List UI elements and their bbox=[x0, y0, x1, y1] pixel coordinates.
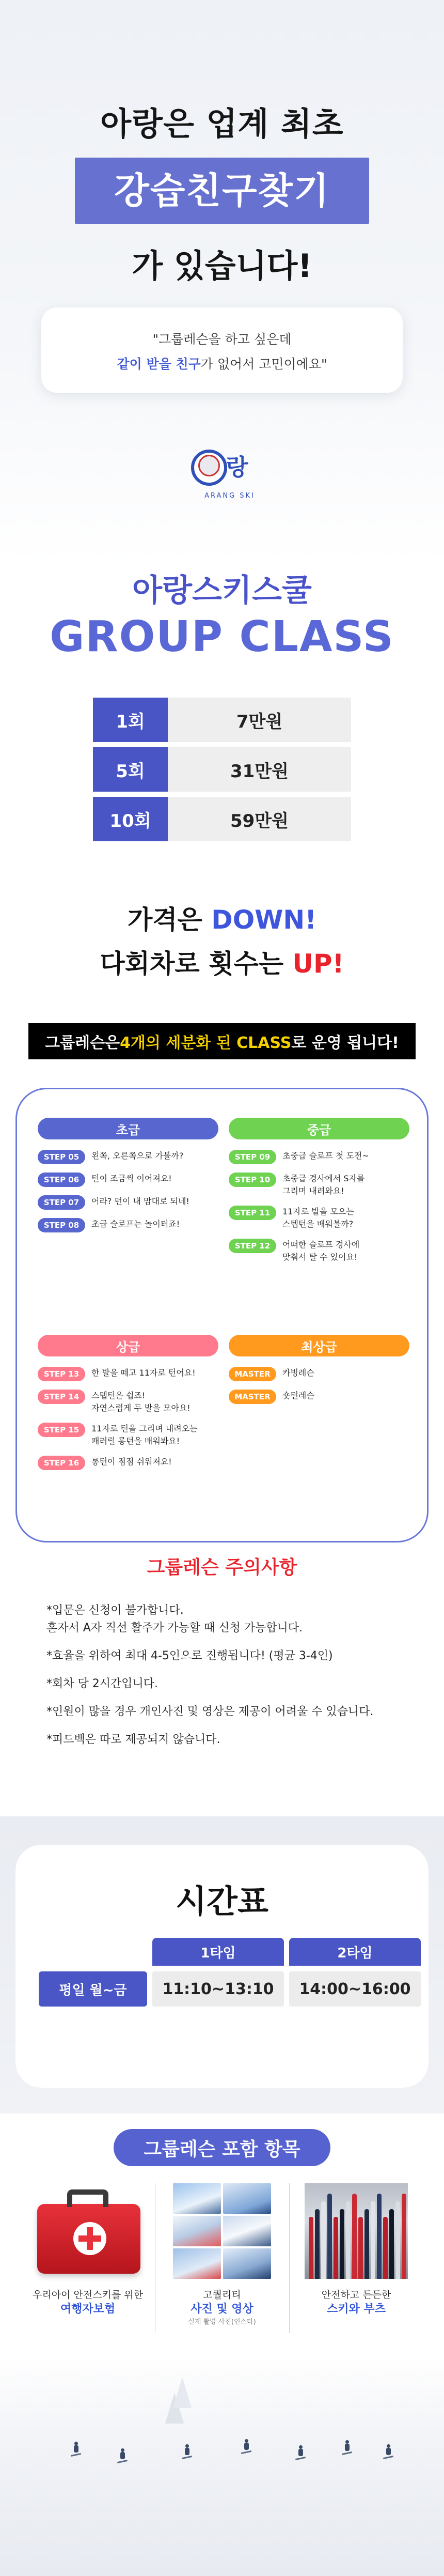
tree-icon bbox=[173, 2377, 192, 2408]
ski bbox=[389, 2209, 394, 2279]
includes-title: 그룹레슨 포함 항목 bbox=[114, 2129, 330, 2166]
ski-rack-image bbox=[299, 2183, 413, 2279]
include-line-1: 안전하고 든든한 bbox=[321, 2289, 391, 2301]
medical-cross-icon bbox=[73, 2222, 106, 2255]
first-aid-kit-icon bbox=[31, 2183, 145, 2279]
quote-line-1: "그룹레슨을 하고 싶은데 bbox=[152, 332, 292, 347]
hero-section bbox=[0, 0, 444, 563]
logo-subtext: ARANG SKI bbox=[204, 492, 255, 500]
skier-icon bbox=[385, 2444, 392, 2460]
price-row bbox=[93, 797, 351, 841]
level-step bbox=[38, 1423, 218, 1447]
level-step bbox=[229, 1239, 409, 1263]
level-box bbox=[15, 1088, 429, 1542]
step-tag: MASTER bbox=[229, 1367, 276, 1381]
lesson-photo bbox=[223, 2183, 271, 2214]
promo-line-1 bbox=[0, 899, 444, 936]
notice-item: *효율을 위하여 최대 4-5인으로 진행됩니다! (평균 3-4인) bbox=[46, 1649, 333, 1662]
level-advanced bbox=[38, 1335, 218, 1478]
schedule-time-1: 11:10~13:10 bbox=[152, 1971, 284, 2007]
level-title: 초급 bbox=[38, 1118, 218, 1139]
schedule-time-2: 14:00~16:00 bbox=[289, 1971, 421, 2007]
level-step bbox=[38, 1218, 218, 1232]
include-line-2: 여행자보험 bbox=[60, 2303, 116, 2316]
lesson-photo bbox=[223, 2248, 271, 2279]
notice-item: *인원이 많을 경우 개인사진 및 영상은 제공이 어려울 수 있습니다. bbox=[46, 1705, 374, 1718]
promo-prefix-1: 가격은 bbox=[127, 905, 212, 935]
ski bbox=[327, 2194, 332, 2279]
photo-collage bbox=[165, 2183, 279, 2279]
include-photos bbox=[155, 2183, 289, 2327]
ski bbox=[383, 2217, 388, 2279]
price-value: 59만원 bbox=[168, 797, 351, 841]
ski bbox=[321, 2201, 326, 2279]
kit-body bbox=[37, 2204, 140, 2274]
ski bbox=[377, 2194, 382, 2279]
level-intermediate bbox=[229, 1118, 409, 1272]
banner-suffix: 로 운영 됩니다! bbox=[291, 1034, 399, 1052]
step-tag: STEP 16 bbox=[38, 1456, 85, 1470]
ski bbox=[340, 2209, 344, 2279]
level-step bbox=[229, 1150, 409, 1164]
price-value: 31만원 bbox=[168, 747, 351, 792]
step-text: 스텝턴은 쉽죠! 자연스럽게 두 발을 모아요! bbox=[91, 1391, 191, 1413]
notice-title: 그룹레슨 주의사항 bbox=[147, 1557, 297, 1578]
level-step bbox=[38, 1195, 218, 1210]
banner-prefix: 그룹레슨은 bbox=[45, 1034, 120, 1052]
ski bbox=[352, 2194, 357, 2279]
level-step bbox=[38, 1390, 218, 1414]
snow-scene bbox=[0, 2356, 444, 2576]
step-text: 어떠한 슬로프 경사에 맞춰서 탈 수 있어요! bbox=[282, 1240, 360, 1262]
schedule-card bbox=[15, 1845, 429, 2088]
step-tag: STEP 15 bbox=[38, 1423, 85, 1437]
promo-line-2 bbox=[0, 943, 444, 980]
step-text: 11자로 턴을 그리며 내려오는 패러럴 롱턴을 배워봐요! bbox=[91, 1424, 198, 1446]
lesson-photo bbox=[173, 2183, 221, 2214]
ski bbox=[364, 2209, 369, 2279]
promo-prefix-2: 다회차로 횟수는 bbox=[100, 949, 293, 979]
step-text: 왼쪽, 오른쪽으로 가볼까? bbox=[91, 1151, 184, 1161]
lesson-photo bbox=[223, 2216, 271, 2246]
ski bbox=[315, 2209, 320, 2279]
quote-card bbox=[41, 307, 403, 393]
promo-down: DOWN! bbox=[211, 905, 317, 935]
schedule-section bbox=[0, 1816, 444, 2114]
step-tag: STEP 13 bbox=[38, 1367, 85, 1381]
ski bbox=[402, 2194, 406, 2279]
class-banner bbox=[28, 1023, 416, 1059]
notice-list bbox=[46, 1602, 408, 1759]
step-text: 숏턴레슨 bbox=[282, 1391, 314, 1400]
include-line-2: 사진 및 영상 bbox=[191, 2303, 253, 2316]
ski bbox=[334, 2217, 338, 2279]
include-gear bbox=[289, 2183, 423, 2317]
level-step bbox=[38, 1367, 218, 1381]
level-expert bbox=[229, 1335, 409, 1412]
schedule-title: 시간표 bbox=[176, 1883, 268, 1920]
notice-item: *피드백은 따로 제공되지 않습니다. bbox=[46, 1733, 220, 1746]
level-title: 최상급 bbox=[229, 1335, 409, 1356]
schedule-day: 평일 월~금 bbox=[39, 1971, 147, 2007]
notice-item: *입문은 신청이 불가합니다. 혼자서 A자 직선 활주가 가능할 때 신청 가능합니다. bbox=[46, 1604, 303, 1634]
level-step bbox=[38, 1456, 218, 1470]
level-title: 상급 bbox=[38, 1335, 218, 1356]
price-count: 10회 bbox=[93, 797, 168, 841]
include-insurance bbox=[21, 2183, 155, 2317]
level-step bbox=[229, 1367, 409, 1381]
hero-headline-1: 아랑은 업계 최초 bbox=[100, 105, 344, 143]
price-count: 1회 bbox=[93, 698, 168, 742]
quote-highlight: 같이 받을 친구 bbox=[117, 357, 201, 372]
ski bbox=[371, 2201, 375, 2279]
hero-headline-2: 가 있습니다! bbox=[132, 247, 312, 285]
price-value: 7만원 bbox=[168, 698, 351, 742]
step-tag: STEP 14 bbox=[38, 1390, 85, 1404]
bear-mascot-icon bbox=[198, 455, 220, 476]
step-tag: STEP 11 bbox=[229, 1206, 276, 1220]
arang-logo bbox=[186, 444, 268, 517]
step-text: 카빙레슨 bbox=[282, 1368, 314, 1378]
step-tag: STEP 10 bbox=[229, 1173, 276, 1187]
include-line-1: 우리아이 안전스키를 위한 bbox=[33, 2289, 143, 2301]
price-row bbox=[93, 747, 351, 792]
level-beginner bbox=[38, 1118, 218, 1241]
step-text: 롱턴이 점점 쉬워져요! bbox=[91, 1457, 172, 1467]
step-text: 턴이 조금씩 이어져요! bbox=[91, 1174, 172, 1183]
logo-text: 랑 bbox=[226, 454, 248, 481]
price-count: 5회 bbox=[93, 747, 168, 792]
schedule-col-1: 1타임 bbox=[152, 1938, 284, 1966]
level-step bbox=[229, 1206, 409, 1230]
skier-icon bbox=[183, 2444, 191, 2460]
step-text: 초중급 슬로프 첫 도전~ bbox=[282, 1151, 369, 1161]
ski bbox=[358, 2217, 363, 2279]
include-line-3: 실제 촬영 사진(인스타) bbox=[188, 2318, 256, 2326]
step-text: 어라? 턴이 내 맘대로 되네! bbox=[91, 1196, 189, 1206]
level-step bbox=[38, 1173, 218, 1187]
schedule-col-2: 2타임 bbox=[289, 1938, 421, 1966]
level-title: 중급 bbox=[229, 1118, 409, 1139]
price-table bbox=[93, 698, 351, 846]
level-step bbox=[229, 1173, 409, 1197]
price-row bbox=[93, 698, 351, 742]
banner-highlight: 4개의 세분화 된 CLASS bbox=[120, 1034, 292, 1052]
quote-line-2 bbox=[41, 354, 403, 373]
quote-rest: 가 없어서 고민이에요" bbox=[200, 357, 327, 372]
skier-icon bbox=[343, 2440, 351, 2456]
step-text: 초급 슬로프는 놀이터죠! bbox=[91, 1219, 180, 1229]
step-tag: STEP 09 bbox=[229, 1150, 276, 1164]
ski bbox=[346, 2201, 351, 2279]
step-tag: STEP 12 bbox=[229, 1239, 276, 1253]
include-line-1: 고퀄리티 bbox=[203, 2289, 241, 2301]
step-tag: STEP 08 bbox=[38, 1218, 85, 1232]
step-tag: MASTER bbox=[229, 1390, 276, 1404]
skier-icon bbox=[72, 2442, 80, 2457]
ski bbox=[395, 2201, 400, 2279]
group-class-title: GROUP CLASS bbox=[50, 612, 394, 661]
step-tag: STEP 05 bbox=[38, 1150, 85, 1164]
skier-icon bbox=[119, 2448, 126, 2464]
notice-item: *회차 당 2시간입니다. bbox=[46, 1677, 158, 1690]
level-step bbox=[38, 1150, 218, 1164]
step-tag: STEP 07 bbox=[38, 1195, 85, 1210]
lesson-photo bbox=[173, 2248, 221, 2279]
step-text: 초중급 경사에서 S자를 그리며 내려와요! bbox=[282, 1174, 365, 1196]
lesson-photo bbox=[173, 2216, 221, 2246]
promo-up: UP! bbox=[292, 949, 344, 979]
skier-icon bbox=[243, 2439, 250, 2455]
hero-highlight-pill: 강습친구찾기 bbox=[75, 158, 369, 224]
ski bbox=[309, 2217, 313, 2279]
step-text: 11자로 발을 모으는 스텝턴을 배워볼까? bbox=[282, 1207, 354, 1229]
school-name: 아랑스키스쿨 bbox=[132, 573, 312, 609]
skier-icon bbox=[297, 2445, 304, 2461]
level-step bbox=[229, 1390, 409, 1404]
step-text: 한 발을 떼고 11자로 턴어요! bbox=[91, 1368, 196, 1378]
include-line-2: 스키와 부츠 bbox=[327, 2303, 386, 2316]
step-tag: STEP 06 bbox=[38, 1173, 85, 1187]
kit-handle bbox=[67, 2189, 108, 2207]
